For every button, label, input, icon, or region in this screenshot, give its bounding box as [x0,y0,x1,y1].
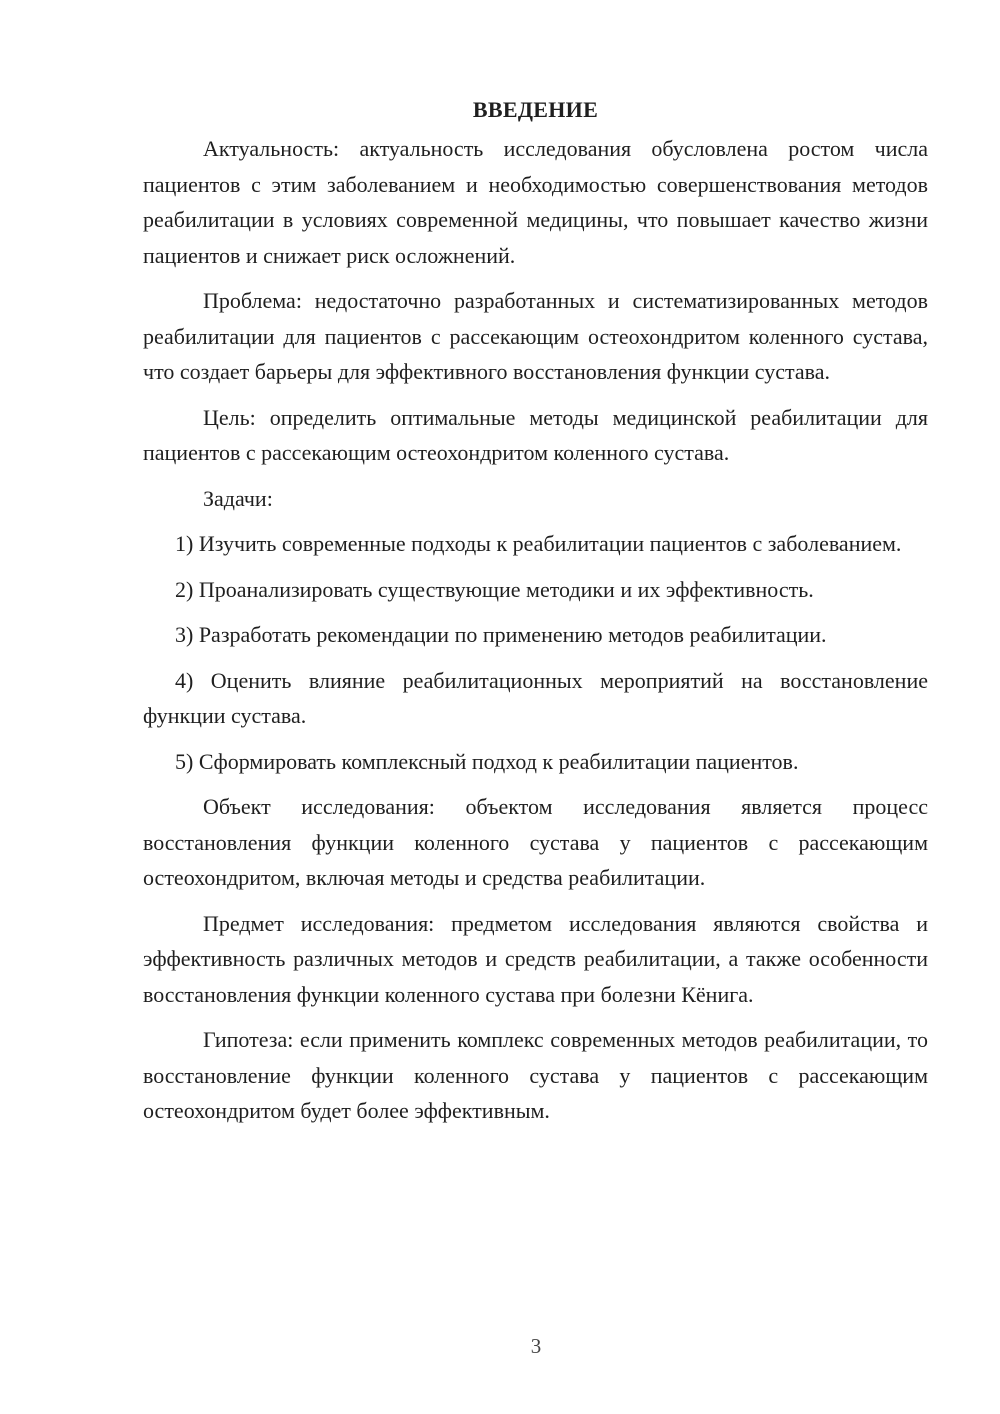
task-item-1: 1) Изучить современные подходы к реабилитации пациентов с заболеванием. [175,531,902,556]
task-item-2: 2) Проанализировать существующие методики и их эффективность. [175,576,814,602]
page-number: 3 [530,1334,542,1358]
hypothesis-paragraph: Гипотеза: если применить комплекс современных методов реабилитации, то восстановление функции коленного сустава у пациентов с рассекающим остеохондритом будет более эффективным. [143,1027,928,1123]
task-item-5: 5) Сформировать комплексный подход к реабилитации пациентов. [175,748,799,774]
document-page [143,92,928,1139]
problem-paragraph: Проблема: недостаточно разработанных и систематизированных методов реабилитации для пациентов с рассекающим остеохондритом коленного сустава, что создает барьеры для эффективного восстановления функции сустава. [143,288,928,384]
subject-paragraph: Предмет исследования: предметом исследования являются свойства и эффективность различных методов и средств реабилитации, а также особенности восстановления функции коленного сустава при болезни Кёнига. [143,910,928,1007]
page-title: ВВЕДЕНИЕ [472,97,599,122]
object-paragraph: Объект исследования: объектом исследования является процесс восстановления функции коленного сустава у пациентов с рассекающим остеохондритом, включая методы и средства реабилитации. [143,794,928,890]
tasks-heading: Задачи: [203,485,273,511]
task-item-3: 3) Разработать рекомендации по применению методов реабилитации. [175,622,827,647]
relevance-paragraph: Актуальность: актуальность исследования обусловлена ростом числа пациентов с этим заболеванием и необходимостью совершенствования методов реабилитации в условиях современной медицины, что повышает качество жизни пациентов и снижает риск осложнений. [143,136,928,268]
goal-paragraph: Цель: определить оптимальные методы медицинской реабилитации для пациентов с рассекающим остеохондритом коленного сустава. [143,404,928,465]
task-item-4: 4) Оценить влияние реабилитационных мероприятий на восстановление функции сустава. [143,667,928,728]
